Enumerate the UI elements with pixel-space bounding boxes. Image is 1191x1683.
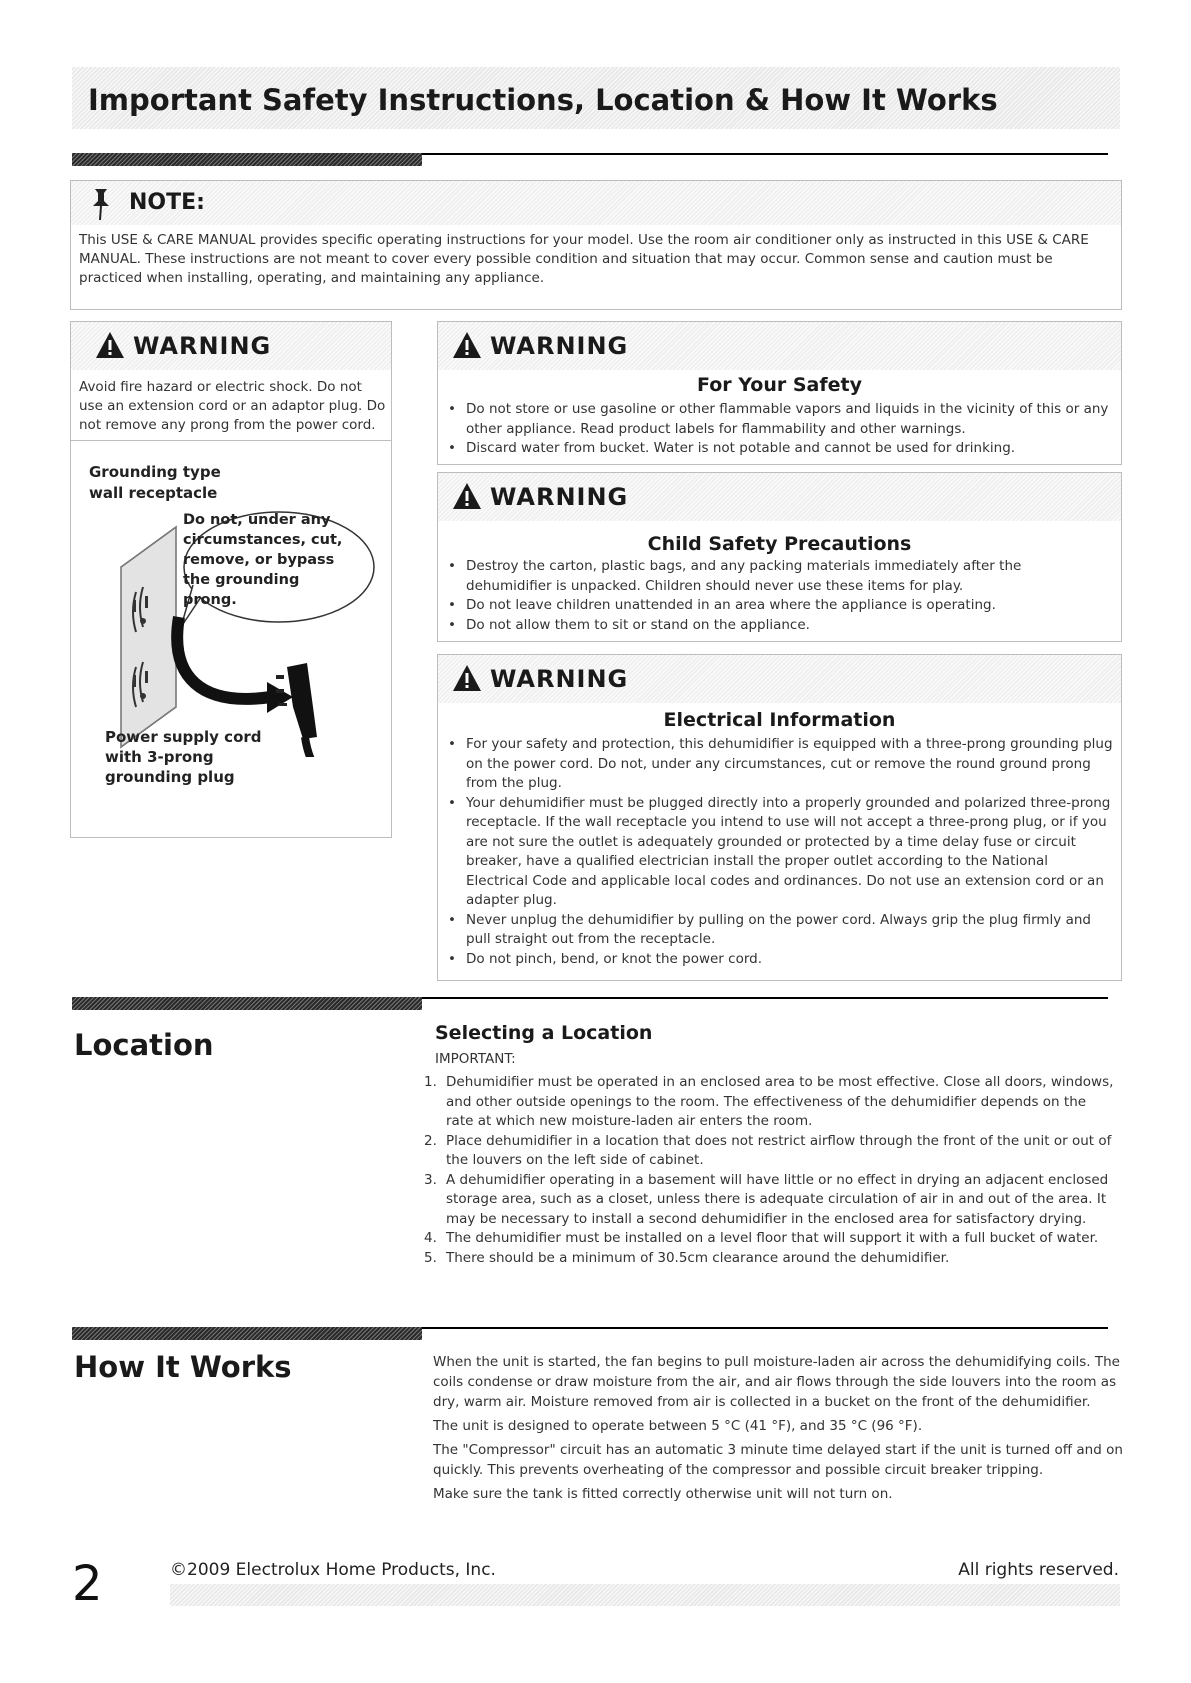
section-divider-thick <box>72 153 422 166</box>
rights-text: All rights reserved. <box>958 1560 1119 1580</box>
warning-electrical-label: WARNING <box>490 665 629 693</box>
warning-child-box <box>437 472 1122 642</box>
warning-left-divider <box>71 440 391 441</box>
note-text: This USE & CARE MANUAL provides specific operating instructions for your model. Use the room air conditioner only as instructed in this USE & CARE MANUAL. These instructions are not meant to cover every possible condition and situation that may occur. Common sense and caution must be practiced when installing, operating, and maintaining any appliance. <box>79 232 1089 286</box>
list-item: • Do not store or use gasoline or other flammable vapors and liquids in the vicinity of this or any other appliance. Read product labels for flammability and other warnings. <box>442 400 1112 439</box>
warning-safety-label: WARNING <box>490 332 629 360</box>
warning-safety-header <box>438 322 1121 370</box>
warning-electrical-header <box>438 655 1121 703</box>
list-item: 3. A dehumidifier operating in a basement will have little or no effect in drying an adjacent enclosed storage area, such as a closet, unless there is adequate circulation of air in and out of the area. It may be necessary to install a second dehumidifier in the enclosed area for satisfactory drying. <box>424 1171 1109 1227</box>
warning-triangle-icon <box>452 331 482 359</box>
power-cord-label: Power supply cord with 3-prong grounding plug <box>105 728 262 786</box>
list-item: 4. The dehumidifier must be installed on a level floor that will support it with a full bucket of water. <box>424 1230 1099 1246</box>
section-divider <box>422 1327 1108 1329</box>
paragraph: When the unit is started, the fan begins to pull moisture-laden air across the dehumidifying coils. The coils condense or draw moisture from the air, and air flows through the side louvers into the room as dry, warm air. Moisture removed from air is collected in a bucket on the front of the dehumidifier. <box>433 1354 1120 1410</box>
location-heading: Location <box>74 1028 214 1062</box>
paragraph: The unit is designed to operate between 5 °C (41 °F), and 35 °C (96 °F). <box>433 1418 923 1434</box>
arrow-head <box>267 682 293 713</box>
warning-child-header <box>438 473 1121 521</box>
child-safety-title: Child Safety Precautions <box>647 533 912 555</box>
list-item: 5. There should be a minimum of 30.5cm clearance around the dehumidifier. <box>424 1249 950 1266</box>
selecting-location-subtitle: Selecting a Location <box>435 1022 653 1044</box>
list-item: • Discard water from bucket. Water is not potable and cannot be used for drinking. <box>442 439 1112 459</box>
wall-receptacle-plate <box>121 527 176 747</box>
list-item: 1. Dehumidifier must be operated in an enclosed area to be most effective. Close all doors, windows, and other outside openings to the room. The effectiveness of the dehumidifier depends on the rate at which new moisture-laden air enters the room. <box>424 1074 1114 1129</box>
electrical-list <box>442 735 1114 969</box>
list-item: • Do not pinch, bend, or knot the power cord. <box>442 950 1114 970</box>
warning-left-box <box>70 321 392 838</box>
paragraph: Make sure the tank is fitted correctly otherwise unit will not turn on. <box>433 1486 893 1502</box>
important-label: IMPORTANT: <box>435 1051 516 1067</box>
for-your-safety-title: For Your Safety <box>697 374 862 396</box>
paragraph: The "Compressor" circuit has an automatic 3 minute time delayed start if the unit is turned off and on quickly. This prevents overheating of the compressor and possible circuit breaker tripping. <box>433 1442 1123 1478</box>
location-list <box>424 1073 1114 1268</box>
child-safety-list <box>442 557 1102 635</box>
how-it-works-heading: How It Works <box>74 1350 292 1384</box>
insert-arrow <box>177 617 271 699</box>
list-item: • Destroy the carton, plastic bags, and any packing materials immediately after the dehumidifier is unpacked. Children should never use these items for play. <box>442 557 1102 596</box>
section-divider-thick <box>72 997 422 1010</box>
list-item: • Do not allow them to sit or stand on the appliance. <box>442 616 1102 636</box>
warning-triangle-icon <box>95 331 125 359</box>
list-item: 2. Place dehumidifier in a location that does not restrict airflow through the front of the unit or out of the louvers on the left side of cabinet. <box>424 1132 1112 1168</box>
warning-left-label: WARNING <box>133 332 272 360</box>
page-number: 2 <box>72 1556 103 1612</box>
safety-list <box>442 400 1112 459</box>
warning-child-label: WARNING <box>490 483 629 511</box>
list-item: • Your dehumidifier must be plugged directly into a properly grounded and polarized three-prong receptacle. If the wall receptacle you intend to use will not accept a three-prong plug, or if you are not sure the outlet is adequately grounded or protected by a time delay fuse or circuit breaker, have a qualified electrician install the proper outlet according to the National Electrical Code and applicable local codes and ordinances. Do not use an extension cord or an adapter plug. <box>442 794 1114 911</box>
list-item: • For your safety and protection, this dehumidifier is equipped with a three-prong grounding plug on the power cord. Do not, under any circumstances, cut or remove the round ground prong from the plug. <box>442 735 1114 794</box>
copyright-text: ©2009 Electrolux Home Products, Inc. <box>170 1560 496 1580</box>
warning-safety-box <box>437 321 1122 465</box>
section-divider <box>422 153 1108 155</box>
section-divider-thick <box>72 1327 422 1340</box>
pushpin-icon <box>89 187 113 221</box>
note-label: NOTE: <box>129 190 205 215</box>
warning-left-header <box>71 322 391 370</box>
note-box <box>70 180 1122 310</box>
receptacle-label: Grounding type wall receptacle <box>89 463 221 502</box>
electrical-info-title: Electrical Information <box>663 709 896 731</box>
how-it-works-body <box>433 1352 1125 1508</box>
warning-electrical-box <box>437 654 1122 981</box>
footer-band <box>170 1584 1120 1606</box>
note-header <box>71 181 1121 225</box>
list-item: • Do not leave children unattended in an area where the appliance is operating. <box>442 596 1102 616</box>
list-item: • Never unplug the dehumidifier by pulling on the power cord. Always grip the plug firmly and pull straight out from the receptacle. <box>442 911 1114 950</box>
page-title: Important Safety Instructions, Location & How It Works <box>88 83 998 117</box>
warning-triangle-icon <box>452 664 482 692</box>
warning-triangle-icon <box>452 482 482 510</box>
header-banner <box>72 67 1120 129</box>
section-divider <box>422 997 1108 999</box>
grounding-callout-text: Do not, under any circumstances, cut, remove, or bypass the grounding prong. <box>183 512 343 608</box>
warning-left-text: Avoid fire hazard or electric shock. Do not use an extension cord or an adaptor plug. Do not remove any prong from the power cord. <box>79 379 386 433</box>
